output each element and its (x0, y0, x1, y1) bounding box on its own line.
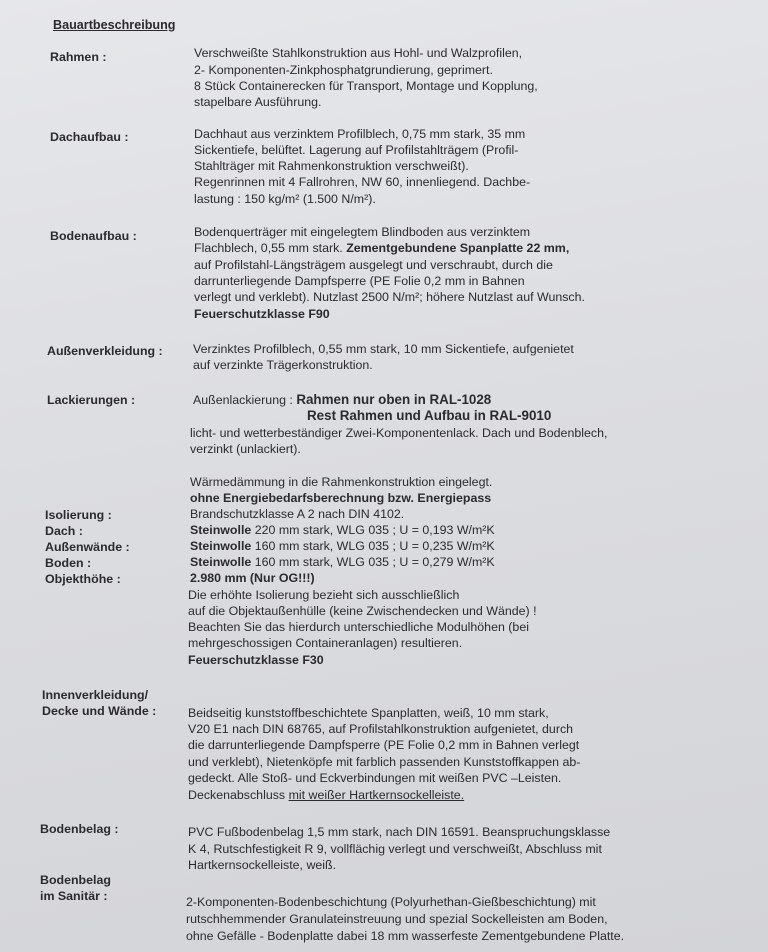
text-emphasis: Steinwolle (190, 539, 252, 553)
label-decke-waende: Decke und Wände : (42, 704, 157, 718)
text-line: 2-Komponenten-Bodenbeschichtung (Polyurhethan-Gießbeschichtung) mit (186, 895, 596, 909)
text-line: 2- Komponenten-Zinkphosphatgrundierung, geprimert. (194, 63, 493, 77)
text-emphasis: Rahmen nur oben in RAL-1028 (296, 392, 492, 407)
text-span: Deckenabschluss (188, 788, 289, 802)
label-isolierung: Isolierung : (45, 508, 112, 522)
text-line: stapelbare Ausführung. (194, 95, 322, 109)
text-line: Dachhaut aus verzinktem Profilblech, 0,75 mm stark, 35 mm (194, 127, 526, 141)
text-line: licht- und wetterbeständiger Zwei-Komponentenlack. Dach und Bodenblech, (190, 426, 608, 440)
text-line: Feuerschutzklasse F30 (188, 653, 324, 667)
label-dachaufbau: Dachaufbau : (50, 130, 129, 144)
label-rahmen: Rahmen : (50, 50, 107, 64)
label-boden: Boden : (45, 556, 92, 570)
text-line: verlegt und verklebt). Nutzlast 2500 N/m²; höhere Nutzlast auf Wunsch. (194, 290, 585, 304)
text-line: Die erhöhte Isolierung bezieht sich ausschließlich (188, 588, 460, 602)
text-line: Beachten Sie das hierdurch unterschiedliche Modulhöhen (bei (188, 620, 529, 634)
text-line: 2.980 mm (Nur OG!!!) (190, 571, 315, 585)
label-bodenbelag: Bodenbelag : (40, 822, 119, 836)
label-dach: Dach : (45, 524, 83, 538)
label-lackierungen: Lackierungen : (47, 393, 136, 407)
document-title: Bauartbeschreibung (53, 18, 176, 32)
text-line: PVC Fußbodenbelag 1,5 mm stark, nach DIN 16591. Beanspruchungsklasse (188, 825, 611, 839)
text-line: Hartkernsockelleiste, weiß. (188, 858, 337, 872)
text-line: Wärmedämmung in die Rahmenkonstruktion eingelegt. (190, 475, 493, 489)
text-line: ohne Gefälle - Bodenplatte dabei 18 mm wasserfeste Zementgebundene Platte. (186, 929, 625, 943)
text-line: Stahlträger mit Rahmenkonstruktion verschweißt). (194, 159, 469, 173)
text-line: und verklebt), Nietenköpfe mit farblich passenden Kunststoffkappen ab- (188, 755, 581, 769)
text-line (190, 539, 495, 553)
label-aussenverkleidung: Außenverkleidung : (47, 344, 163, 358)
label-innenverkleidung: Innenverkleidung/ (42, 688, 149, 702)
text-line: Rest Rahmen und Aufbau in RAL-9010 (307, 408, 552, 423)
text-line (194, 241, 569, 255)
text-line: gedeckt. Alle Stoß- und Eckverbindungen mit weißen PVC –Leisten. (188, 771, 562, 785)
text-line: auf Profilstahl-Längsträgem ausgelegt und verschraubt, durch die (194, 258, 553, 272)
label-im-sanitaer: im Sanitär : (40, 889, 108, 903)
text-line: K 4, Rutschfestigkeit R 9, vollflächig verlegt und verschweißt, Abschluss mit (188, 842, 602, 856)
label-aussenwaende: Außenwände : (45, 540, 130, 554)
text-line: Sickentiefe, belüftet. Lagerung auf Profilstahlträgem (Profil- (194, 143, 519, 157)
text-line: darrunterliegende Dampfsperre (PE Folie 0,2 mm in Bahnen (194, 274, 525, 288)
text-line: ohne Energiebedarfsberechnung bzw. Energiepass (190, 491, 492, 505)
text-line: mehrgeschossigen Containeranlagen) resultieren. (188, 636, 463, 650)
text-underlined: mit weißer Hartkernsockelleiste. (288, 788, 465, 802)
text-line: Feuerschutzklasse F90 (194, 307, 330, 321)
text-span: Außenlackierung : (193, 393, 297, 407)
text-line: Verzinktes Profilblech, 0,55 mm stark, 10 mm Sickentiefe, aufgenietet (193, 342, 574, 356)
label-objekthoehe: Objekthöhe : (45, 572, 121, 586)
text-line: Bodenquerträger mit eingelegtem Blindboden aus verzinktem (194, 225, 531, 239)
text-line (188, 788, 464, 802)
text-line: 8 Stück Containerecken für Transport, Montage und Kopplung, (194, 79, 538, 93)
text-line: auf die Objektaußenhülle (keine Zwischendecken und Wände) ! (188, 604, 537, 618)
text-emphasis: Zementgebundene Spanplatte 22 mm, (346, 241, 570, 255)
text-line: verzinkt (unlackiert). (190, 442, 301, 456)
text-span: 160 mm stark, WLG 035 ; U = 0,279 W/m²K (251, 555, 495, 569)
text-line (190, 555, 495, 569)
text-line: Verschweißte Stahlkonstruktion aus Hohl- und Walzprofilen, (194, 46, 523, 60)
label-bodenbelag-sanitaer: Bodenbelag (40, 873, 111, 887)
text-line: Brandschutzklasse A 2 nach DIN 4102. (190, 507, 405, 521)
label-bodenaufbau: Bodenaufbau : (50, 229, 137, 243)
text-line: auf verzinkte Trägerkonstruktion. (193, 358, 373, 372)
text-span: 160 mm stark, WLG 035 ; U = 0,235 W/m²K (251, 539, 495, 553)
text-span: 220 mm stark, WLG 035 ; U = 0,193 W/m²K (251, 523, 495, 537)
text-line: rutschhemmender Granulateinstreuung und spezial Sockelleisten am Boden, (186, 912, 608, 926)
text-emphasis: Steinwolle (190, 523, 252, 537)
text-line: die darrunterliegende Dampfsperre (PE Folie 0,2 mm in Bahnen verlegt (188, 738, 580, 752)
text-span: Flachblech, 0,55 mm stark. (194, 241, 347, 255)
text-emphasis: Steinwolle (190, 555, 252, 569)
text-line: Regenrinnen mit 4 Fallrohren, NW 60, innenliegend. Dachbe- (194, 175, 531, 189)
text-line: V20 E1 nach DIN 68765, auf Profilstahlkonstruktion aufgenietet, durch (188, 722, 574, 736)
text-line (190, 523, 495, 537)
text-line: Beidseitig kunststoffbeschichtete Spanplatten, weiß, 10 mm stark, (188, 706, 549, 720)
text-line: lastung : 150 kg/m² (1.500 N/m²). (194, 192, 376, 206)
text-line (193, 392, 491, 407)
